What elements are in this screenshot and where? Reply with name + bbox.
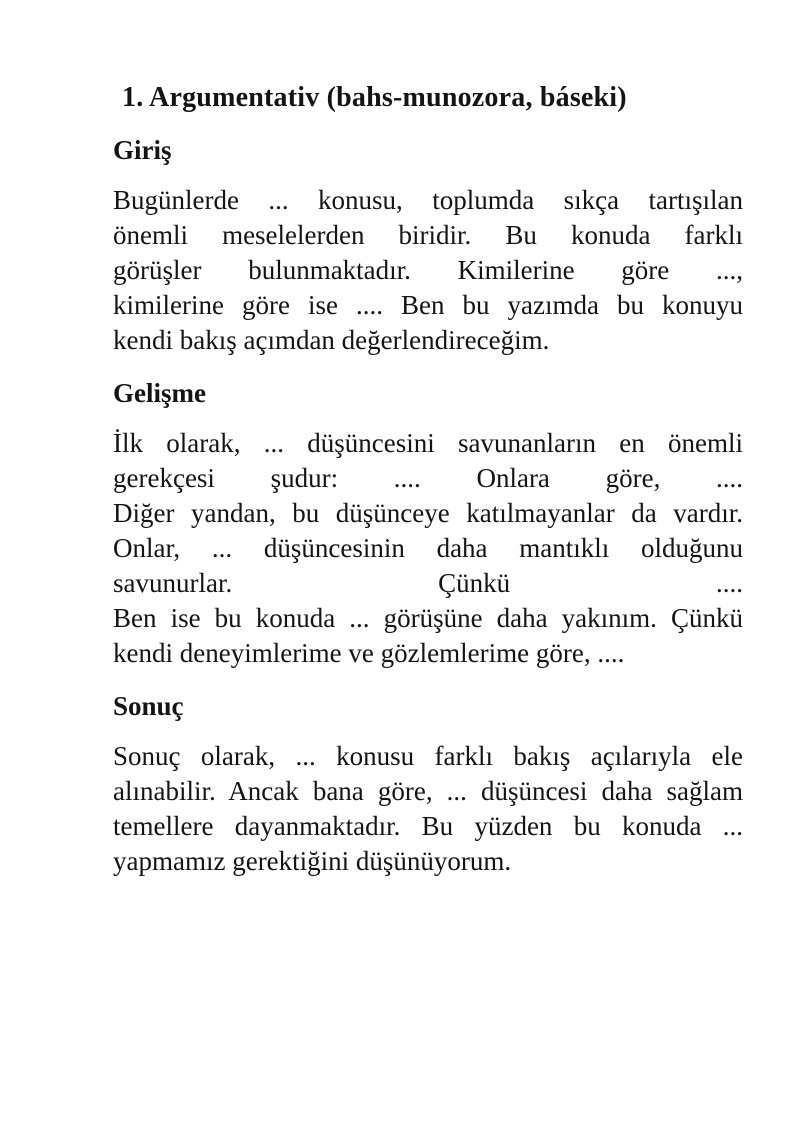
text-line: yapmamız gerektiğini düşünüyorum. bbox=[113, 846, 512, 876]
section-heading-giris: Giriş bbox=[113, 135, 172, 165]
text-line: gerekçesi şudur: .... Onlara göre, .... bbox=[113, 463, 743, 493]
text-line: temellere dayanmaktadır. Bu yüzden bu konuda ... bbox=[113, 811, 743, 841]
section-paragraph bbox=[113, 426, 743, 671]
text-line: kimilerine göre ise .... Ben bu yazımda bu konuyu bbox=[113, 290, 743, 320]
section-paragraph bbox=[113, 739, 743, 879]
text-line: Diğer yandan, bu düşünceye katılmayanlar da vardır. bbox=[113, 498, 743, 528]
section-paragraph bbox=[113, 183, 743, 358]
document-body bbox=[113, 133, 743, 879]
text-line: alınabilir. Ancak bana göre, ... düşüncesi daha sağlam bbox=[113, 776, 743, 806]
text-line: savunurlar. Çünkü .... bbox=[113, 568, 743, 598]
text-line: Ben ise bu konuda ... görüşüne daha yakınım. Çünkü bbox=[113, 603, 743, 633]
text-line: kendi deneyimlerime ve gözlemlerime göre, .... bbox=[113, 638, 625, 668]
text-line: kendi bakış açımdan değerlendireceğim. bbox=[113, 325, 550, 355]
section-heading-sonuc: Sonuç bbox=[113, 691, 184, 721]
text-line: Bugünlerde ... konusu, toplumda sıkça tartışılan bbox=[113, 185, 743, 215]
text-line: İlk olarak, ... düşüncesini savunanların en önemli bbox=[113, 428, 743, 458]
text-line: Sonuç olarak, ... konusu farklı bakış açılarıyla ele bbox=[113, 741, 743, 771]
text-line: önemli meselelerden biridir. Bu konuda farklı bbox=[113, 220, 743, 250]
text-line: Onlar, ... düşüncesinin daha mantıklı olduğunu bbox=[113, 533, 743, 563]
text-line: görüşler bulunmaktadır. Kimilerine göre ..., bbox=[113, 255, 743, 285]
document-title: 1. Argumentativ (bahs-munozora, báseki) bbox=[122, 82, 627, 113]
section-heading-gelisme: Gelişme bbox=[113, 378, 206, 408]
